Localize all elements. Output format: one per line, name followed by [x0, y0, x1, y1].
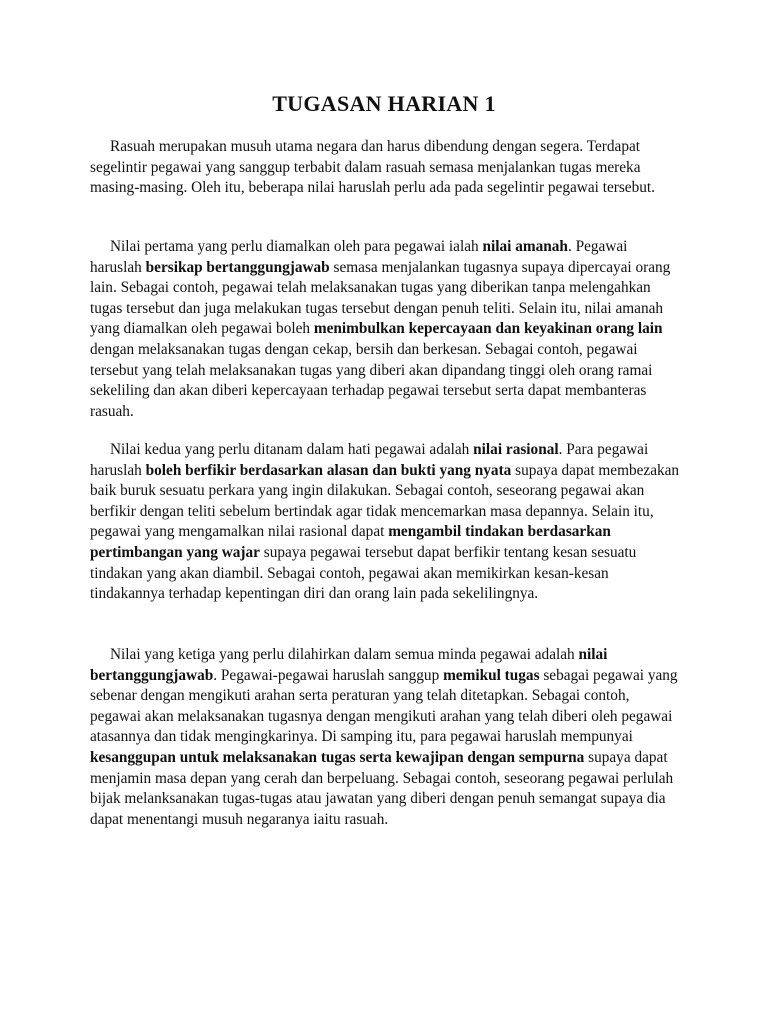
paragraph-nilai-rasional: [90, 440, 682, 605]
bold-phrase: memikul tugas: [443, 666, 540, 684]
bold-phrase: menimbulkan kepercayaan dan keyakinan orang lain: [313, 320, 663, 338]
text-run: semasa menjalankan tugasnya supaya dipercayai orang lain. Sebagai contoh, pegawai telah melaksanakan tugas yang diberikan tanpa melengahkan tugas tersebut dan juga melakukan tugas tersebut dengan penuh teliti. Selain itu, nilai amanah yang diamalkan oleh pegawai boleh: [90, 258, 671, 338]
bold-phrase: bersikap bertanggungjawab: [145, 258, 330, 276]
bold-phrase: boleh berfikir berdasarkan alasan dan bukti yang nyata: [145, 461, 512, 479]
text-run: supaya pegawai tersebut dapat berfikir tentang kesan sesuatu tindakan yang akan diambil. Sebagai contoh, pegawai akan memikirkan kesan-kesan tindakannya terhadap kepentingan diri dan orang lain pada sekelilingnya.: [90, 543, 637, 603]
text-run: . Pegawai haruslah: [90, 238, 628, 276]
text-run: sebagai pegawai yang sebenar dengan mengikuti arahan serta peraturan yang telah ditetapkan. Sebagai contoh, pegawai akan melaksanakan tugasnya dengan mengikuti arahan yang telah diberi oleh pegawai atasannya dan tidak mengingkarinya. Di samping itu, para pegawai haruslah mempunyai: [90, 666, 678, 746]
text-run: Nilai pertama yang perlu diamalkan oleh para pegawai ialah: [110, 238, 483, 255]
text-run: Rasuah merupakan musuh utama negara dan harus dibendung dengan segera. Terdapat segelintir pegawai yang sanggup terbabit dalam rasuah semasa menjalankan tugas mereka masing-masing. Oleh itu, beberapa nilai haruslah perlu ada pada segelintir pegawai tersebut.: [90, 138, 655, 197]
paragraph-nilai-amanah: [90, 237, 682, 422]
bold-phrase: nilai rasional: [473, 441, 559, 458]
text-run: Nilai kedua yang perlu ditanam dalam hati pegawai adalah: [110, 441, 474, 458]
text-run: supaya dapat membezakan baik buruk sesuatu perkara yang ingin dilakukan. Sebagai contoh, seseorang pegawai akan berfikir dengan teliti sebelum bertindak agar tidak mencemarkan masa depannya. Selain itu, pegawai yang mengamalkan nilai rasional dapat: [90, 461, 680, 541]
text-run: dengan melaksanakan tugas dengan cekap, bersih dan berkesan. Sebagai contoh, pegawai tersebut yang telah melaksanakan tugas yang diberi akan dipandang tinggi oleh orang ramai sekeliling dan akan diberi kepercayaan terhadap pegawai tersebut serta dapat membanteras rasuah.: [90, 340, 653, 420]
bold-phrase: kesanggupan untuk melaksanakan tugas serta kewajipan dengan sempurna: [90, 748, 585, 766]
text-run: . Para pegawai haruslah: [90, 441, 649, 479]
page-title: TUGASAN HARIAN 1: [272, 91, 496, 116]
bold-phrase: nilai amanah: [482, 238, 568, 255]
paragraph-intro: [90, 137, 682, 199]
text-run: . Pegawai-pegawai haruslah sanggup: [213, 666, 444, 684]
paragraph-nilai-bertanggungjawab: [90, 645, 682, 830]
text-run: Nilai yang ketiga yang perlu dilahirkan dalam semua minda pegawai adalah: [110, 646, 579, 663]
text-run: supaya dapat menjamin masa depan yang cerah dan berpeluang. Sebagai contoh, seseorang pegawai perlulah bijak melanksanakan tugas-tugas atau jawatan yang diberi dengan penuh semangat supaya dia dapat menentangi musuh negaranya iaitu rasuah.: [90, 748, 674, 828]
bold-phrase: nilai bertanggungjawab: [90, 646, 608, 684]
bold-phrase: mengambil tindakan berdasarkan pertimbangan yang wajar: [90, 523, 611, 561]
